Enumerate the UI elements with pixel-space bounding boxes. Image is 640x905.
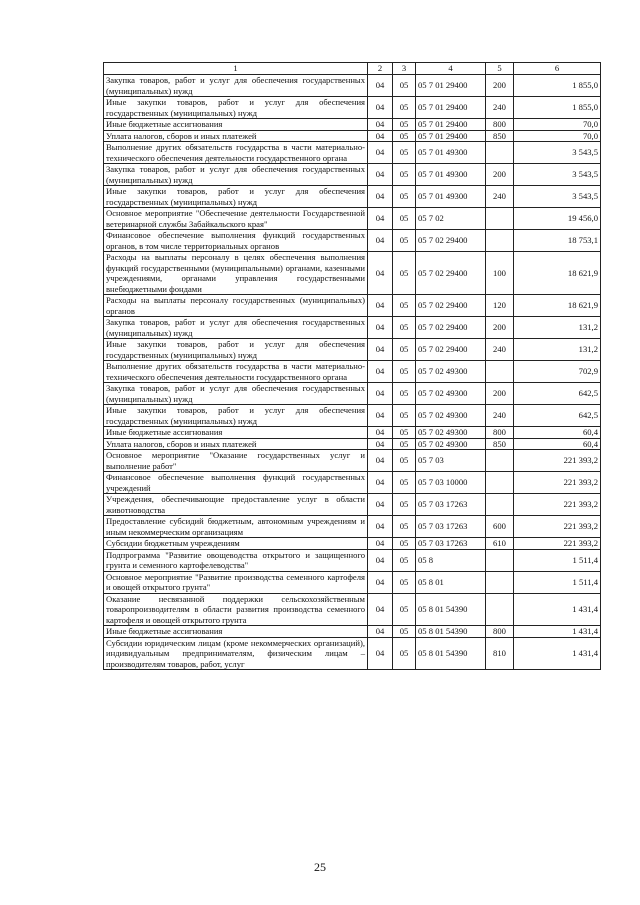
cell-name: Расходы на выплаты персоналу в целях обеспечения выполнения функций государственными (муниципальными) органами, казенными учреждениями, органами управления государственными внебюджетными фондами <box>104 252 368 295</box>
cell-amount: 3 543,5 <box>514 164 601 186</box>
table-row <box>104 230 601 252</box>
cell-subsection: 05 <box>393 339 416 361</box>
cell-target-article: 05 7 01 49300 <box>416 164 486 186</box>
cell-target-article: 05 7 03 10000 <box>416 472 486 494</box>
cell-name: Иные закупки товаров, работ и услуг для обеспечения государственных (муниципальных) нужд <box>104 405 368 427</box>
cell-name: Основное мероприятие "Оказание государственных услуг и выполнение работ" <box>104 450 368 472</box>
cell-amount: 70,0 <box>514 119 601 131</box>
cell-amount: 1 431,4 <box>514 637 601 670</box>
cell-target-article: 05 7 02 49300 <box>416 438 486 450</box>
cell-expense-type <box>486 450 514 472</box>
cell-name: Иные закупки товаров, работ и услуг для обеспечения государственных (муниципальных) нужд <box>104 97 368 119</box>
cell-amount: 221 393,2 <box>514 494 601 516</box>
cell-name: Уплата налогов, сборов и иных платежей <box>104 130 368 142</box>
table-row <box>104 97 601 119</box>
cell-target-article: 05 7 02 <box>416 208 486 230</box>
cell-amount: 18 753,1 <box>514 230 601 252</box>
cell-name: Закупка товаров, работ и услуг для обеспечения государственных (муниципальных) нужд <box>104 164 368 186</box>
cell-target-article: 05 7 03 17263 <box>416 494 486 516</box>
cell-expense-type: 200 <box>486 164 514 186</box>
table-row <box>104 593 601 626</box>
cell-expense-type: 240 <box>486 97 514 119</box>
cell-target-article: 05 8 01 <box>416 571 486 593</box>
cell-expense-type <box>486 208 514 230</box>
cell-amount: 60,4 <box>514 438 601 450</box>
cell-target-article: 05 7 01 29400 <box>416 75 486 97</box>
cell-target-article: 05 7 01 29400 <box>416 119 486 131</box>
cell-expense-type: 800 <box>486 119 514 131</box>
cell-subsection: 05 <box>393 405 416 427</box>
cell-amount: 131,2 <box>514 317 601 339</box>
cell-amount: 1 855,0 <box>514 97 601 119</box>
cell-name: Закупка товаров, работ и услуг для обеспечения государственных (муниципальных) нужд <box>104 383 368 405</box>
table-row <box>104 472 601 494</box>
header-col-3: 3 <box>393 63 416 75</box>
cell-section: 04 <box>368 97 393 119</box>
cell-section: 04 <box>368 516 393 538</box>
cell-expense-type: 100 <box>486 252 514 295</box>
cell-amount: 1 511,4 <box>514 549 601 571</box>
cell-section: 04 <box>368 626 393 638</box>
cell-name: Основное мероприятие "Обеспечение деятельности Государственной ветеринарной службы Забайкальского края" <box>104 208 368 230</box>
table-row <box>104 450 601 472</box>
cell-expense-type: 240 <box>486 186 514 208</box>
cell-target-article: 05 7 02 49300 <box>416 427 486 439</box>
header-col-2: 2 <box>368 63 393 75</box>
table-header-row <box>104 63 601 75</box>
cell-target-article: 05 7 02 29400 <box>416 339 486 361</box>
cell-subsection: 05 <box>393 626 416 638</box>
cell-target-article: 05 7 02 29400 <box>416 230 486 252</box>
cell-name: Финансовое обеспечение выполнения функций государственных органов, в том числе территориальных органов <box>104 230 368 252</box>
cell-subsection: 05 <box>393 208 416 230</box>
table-row <box>104 142 601 164</box>
cell-subsection: 05 <box>393 383 416 405</box>
cell-section: 04 <box>368 637 393 670</box>
table-row <box>104 361 601 383</box>
cell-subsection: 05 <box>393 538 416 550</box>
cell-target-article: 05 7 02 29400 <box>416 317 486 339</box>
cell-amount: 221 393,2 <box>514 472 601 494</box>
table-row <box>104 186 601 208</box>
cell-expense-type: 240 <box>486 405 514 427</box>
table-row <box>104 130 601 142</box>
cell-expense-type <box>486 230 514 252</box>
cell-target-article: 05 7 01 49300 <box>416 142 486 164</box>
cell-expense-type: 200 <box>486 317 514 339</box>
cell-amount: 221 393,2 <box>514 516 601 538</box>
cell-section: 04 <box>368 295 393 317</box>
header-col-4: 4 <box>416 63 486 75</box>
cell-amount: 18 621,9 <box>514 252 601 295</box>
table-row <box>104 339 601 361</box>
cell-subsection: 05 <box>393 295 416 317</box>
cell-subsection: 05 <box>393 361 416 383</box>
cell-subsection: 05 <box>393 252 416 295</box>
cell-amount: 131,2 <box>514 339 601 361</box>
cell-subsection: 05 <box>393 75 416 97</box>
cell-name: Уплата налогов, сборов и иных платежей <box>104 438 368 450</box>
cell-name: Иные закупки товаров, работ и услуг для обеспечения государственных (муниципальных) нужд <box>104 339 368 361</box>
cell-subsection: 05 <box>393 97 416 119</box>
cell-section: 04 <box>368 538 393 550</box>
cell-amount: 19 456,0 <box>514 208 601 230</box>
table-row <box>104 571 601 593</box>
cell-subsection: 05 <box>393 516 416 538</box>
cell-section: 04 <box>368 130 393 142</box>
cell-target-article: 05 7 01 49300 <box>416 186 486 208</box>
cell-section: 04 <box>368 208 393 230</box>
table-row <box>104 208 601 230</box>
table-row <box>104 637 601 670</box>
cell-target-article: 05 8 01 54390 <box>416 637 486 670</box>
cell-expense-type: 240 <box>486 339 514 361</box>
cell-target-article: 05 7 02 29400 <box>416 252 486 295</box>
cell-section: 04 <box>368 164 393 186</box>
cell-section: 04 <box>368 549 393 571</box>
table-row <box>104 549 601 571</box>
table-row <box>104 626 601 638</box>
cell-section: 04 <box>368 75 393 97</box>
cell-subsection: 05 <box>393 549 416 571</box>
cell-amount: 702,9 <box>514 361 601 383</box>
cell-name: Иные бюджетные ассигнования <box>104 626 368 638</box>
cell-subsection: 05 <box>393 427 416 439</box>
cell-name: Учреждения, обеспечивающие предоставление услуг в области животноводства <box>104 494 368 516</box>
cell-subsection: 05 <box>393 130 416 142</box>
cell-subsection: 05 <box>393 186 416 208</box>
cell-expense-type: 850 <box>486 438 514 450</box>
budget-table <box>103 62 601 670</box>
table-row <box>104 405 601 427</box>
cell-subsection: 05 <box>393 472 416 494</box>
cell-target-article: 05 7 02 49300 <box>416 405 486 427</box>
cell-amount: 18 621,9 <box>514 295 601 317</box>
cell-target-article: 05 8 01 54390 <box>416 626 486 638</box>
cell-name: Закупка товаров, работ и услуг для обеспечения государственных (муниципальных) нужд <box>104 75 368 97</box>
cell-subsection: 05 <box>393 571 416 593</box>
cell-section: 04 <box>368 494 393 516</box>
cell-name: Финансовое обеспечение выполнения функций государственных учреждений <box>104 472 368 494</box>
cell-section: 04 <box>368 593 393 626</box>
cell-subsection: 05 <box>393 164 416 186</box>
cell-subsection: 05 <box>393 230 416 252</box>
cell-subsection: 05 <box>393 438 416 450</box>
cell-name: Субсидии бюджетным учреждениям <box>104 538 368 550</box>
cell-amount: 70,0 <box>514 130 601 142</box>
table-row <box>104 538 601 550</box>
cell-expense-type: 600 <box>486 516 514 538</box>
cell-name: Закупка товаров, работ и услуг для обеспечения государственных (муниципальных) нужд <box>104 317 368 339</box>
cell-target-article: 05 7 03 17263 <box>416 538 486 550</box>
table-body <box>104 75 601 670</box>
cell-amount: 1 431,4 <box>514 593 601 626</box>
cell-subsection: 05 <box>393 142 416 164</box>
cell-section: 04 <box>368 361 393 383</box>
cell-section: 04 <box>368 571 393 593</box>
header-col-5: 5 <box>486 63 514 75</box>
cell-expense-type <box>486 361 514 383</box>
cell-amount: 1 855,0 <box>514 75 601 97</box>
cell-target-article: 05 8 01 54390 <box>416 593 486 626</box>
table-row <box>104 317 601 339</box>
cell-section: 04 <box>368 427 393 439</box>
cell-section: 04 <box>368 405 393 427</box>
cell-section: 04 <box>368 450 393 472</box>
cell-name: Иные закупки товаров, работ и услуг для обеспечения государственных (муниципальных) нужд <box>104 186 368 208</box>
table-row <box>104 252 601 295</box>
cell-expense-type <box>486 549 514 571</box>
table-row <box>104 427 601 439</box>
table-row <box>104 494 601 516</box>
cell-name: Выполнение других обязательств государства в части материально-технического обеспечения деятельности государственного органа <box>104 361 368 383</box>
cell-target-article: 05 7 02 49300 <box>416 361 486 383</box>
cell-amount: 3 543,5 <box>514 142 601 164</box>
cell-section: 04 <box>368 230 393 252</box>
cell-expense-type <box>486 142 514 164</box>
cell-amount: 221 393,2 <box>514 538 601 550</box>
cell-name: Субсидии юридическим лицам (кроме некоммерческих организаций), индивидуальным предпринимателям, физическим лицам – производителям товаров, работ, услуг <box>104 637 368 670</box>
cell-name: Выполнение других обязательств государства в части материально-технического обеспечения деятельности государственного органа <box>104 142 368 164</box>
cell-subsection: 05 <box>393 317 416 339</box>
table-row <box>104 164 601 186</box>
cell-section: 04 <box>368 119 393 131</box>
cell-section: 04 <box>368 339 393 361</box>
cell-subsection: 05 <box>393 494 416 516</box>
cell-expense-type: 800 <box>486 626 514 638</box>
cell-name: Иные бюджетные ассигнования <box>104 119 368 131</box>
cell-expense-type: 120 <box>486 295 514 317</box>
table-row <box>104 516 601 538</box>
cell-expense-type: 800 <box>486 427 514 439</box>
cell-amount: 60,4 <box>514 427 601 439</box>
cell-target-article: 05 8 <box>416 549 486 571</box>
cell-amount: 642,5 <box>514 405 601 427</box>
cell-target-article: 05 7 03 17263 <box>416 516 486 538</box>
cell-expense-type: 850 <box>486 130 514 142</box>
cell-name: Основное мероприятие "Развитие производства семенного картофеля и овощей открытого грунта" <box>104 571 368 593</box>
cell-expense-type <box>486 494 514 516</box>
cell-amount: 642,5 <box>514 383 601 405</box>
cell-section: 04 <box>368 252 393 295</box>
cell-section: 04 <box>368 317 393 339</box>
cell-section: 04 <box>368 383 393 405</box>
cell-section: 04 <box>368 472 393 494</box>
cell-subsection: 05 <box>393 637 416 670</box>
table-row <box>104 383 601 405</box>
table-row <box>104 295 601 317</box>
cell-section: 04 <box>368 186 393 208</box>
cell-name: Оказание несвязанной поддержки сельскохозяйственным товаропроизводителям в области развития производства семенного картофеля и овощей открытого грунта <box>104 593 368 626</box>
header-col-6: 6 <box>514 63 601 75</box>
table-row <box>104 75 601 97</box>
cell-subsection: 05 <box>393 450 416 472</box>
cell-expense-type <box>486 571 514 593</box>
cell-section: 04 <box>368 142 393 164</box>
cell-target-article: 05 7 02 29400 <box>416 295 486 317</box>
cell-target-article: 05 7 02 49300 <box>416 383 486 405</box>
cell-name: Предоставление субсидий бюджетным, автономным учреждениям и иным некоммерческим организациям <box>104 516 368 538</box>
page-number: 25 <box>314 860 326 874</box>
cell-amount: 221 393,2 <box>514 450 601 472</box>
cell-target-article: 05 7 01 29400 <box>416 97 486 119</box>
cell-amount: 1 431,4 <box>514 626 601 638</box>
header-col-1: 1 <box>104 63 368 75</box>
cell-expense-type <box>486 472 514 494</box>
table-row <box>104 438 601 450</box>
cell-name: Иные бюджетные ассигнования <box>104 427 368 439</box>
cell-subsection: 05 <box>393 593 416 626</box>
cell-expense-type: 200 <box>486 75 514 97</box>
cell-expense-type: 810 <box>486 637 514 670</box>
cell-section: 04 <box>368 438 393 450</box>
cell-expense-type: 200 <box>486 383 514 405</box>
cell-amount: 1 511,4 <box>514 571 601 593</box>
cell-target-article: 05 7 01 29400 <box>416 130 486 142</box>
cell-name: Расходы на выплаты персоналу государственных (муниципальных) органов <box>104 295 368 317</box>
cell-expense-type: 610 <box>486 538 514 550</box>
table-row <box>104 119 601 131</box>
cell-expense-type <box>486 593 514 626</box>
cell-name: Подпрограмма "Развитие овощеводства открытого и защищенного грунта и семенного картофелеводства" <box>104 549 368 571</box>
cell-amount: 3 543,5 <box>514 186 601 208</box>
cell-subsection: 05 <box>393 119 416 131</box>
cell-target-article: 05 7 03 <box>416 450 486 472</box>
